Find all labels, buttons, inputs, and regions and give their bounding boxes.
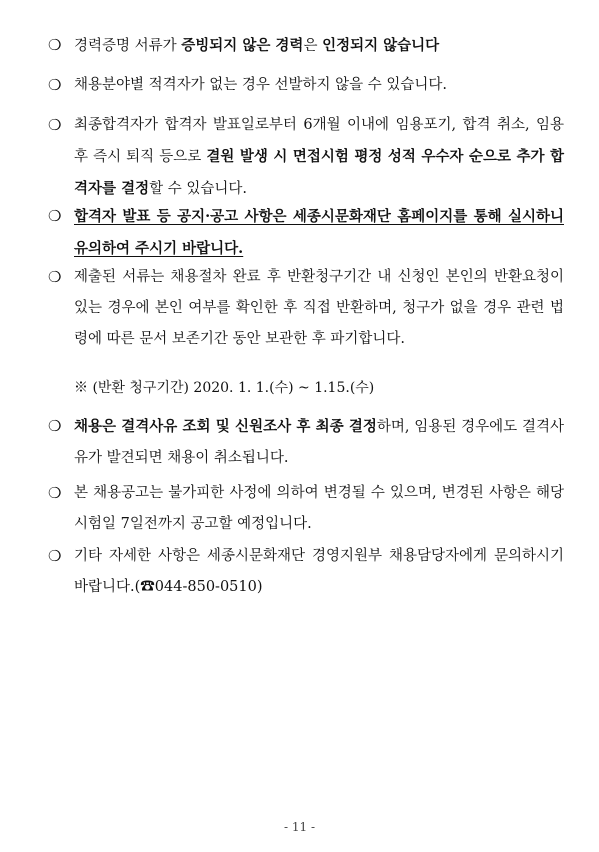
notice-text <box>48 201 564 265</box>
text-segment: 은 <box>303 38 323 54</box>
circle-bullet-icon: ❍ <box>48 36 62 54</box>
text-segment: 인정되지 않습니다 <box>322 37 440 54</box>
notice-text <box>48 478 564 540</box>
notice-item-5 <box>48 262 564 355</box>
text-segment: 증빙되지 않은 경력 <box>181 37 304 54</box>
circle-bullet-icon: ❍ <box>48 207 62 225</box>
text-segment: 하며, 임용된 경우에도 결격사유가 발견되면 채용이 취소됩니다. <box>74 419 564 466</box>
page-number: - 11 - <box>283 820 315 834</box>
notice-text <box>48 411 564 474</box>
notice-item-7 <box>48 478 564 540</box>
return-period-note: ※ (반환 청구기간) 2020. 1. 1.(수) ~ 1.15.(수) <box>74 380 375 396</box>
text-segment: 최종합격자가 합격자 발표일로부터 6개월 이내에 임용포기, 합격 취소, 임용 후 즉시 퇴직 등으로 <box>74 117 564 165</box>
text-segment: 결원 발생 시 면접시험 평정 성적 우수자 순으로 추가 합격자를 결정 <box>74 148 564 197</box>
circle-bullet-icon: ❍ <box>48 76 62 94</box>
notice-item-2 <box>48 70 564 101</box>
circle-bullet-icon: ❍ <box>48 417 62 435</box>
text-segment: 합격자 발표 등 공지·공고 사항은 세종시문화재단 홈페이지를 통해 실시하니 유의하여 주시기 바랍니다. <box>74 208 564 257</box>
text-segment: 기타 자세한 사항은 세종시문화재단 경영지원부 채용담당자에게 문의하시기 바랍니다. <box>74 548 564 595</box>
text-segment: 본 채용공고는 불가피한 사정에 의하여 변경될 수 있으며, 변경된 사항은 해당 시험일 7일전까지 공고할 예정입니다. <box>74 485 564 532</box>
notice-item-1 <box>48 30 564 62</box>
notice-item-3 <box>48 110 564 205</box>
circle-bullet-icon: ❍ <box>48 547 62 565</box>
text-segment: 할 수 있습니다. <box>149 181 247 197</box>
text-segment: (☎044-850-0510) <box>134 579 263 595</box>
notice-text <box>48 110 564 205</box>
text-segment: 제출된 서류는 채용절차 완료 후 반환청구기간 내 신청인 본인의 반환요청이 있는 경우에 본인 여부를 확인한 후 직접 반환하며, 청구가 없을 경우 관련 법령에 따른 문서 보존기간 동안 보관한 후 파기합니다. <box>74 269 564 347</box>
notice-text <box>48 70 564 101</box>
circle-bullet-icon: ❍ <box>48 484 62 502</box>
notice-item-4 <box>48 201 564 265</box>
circle-bullet-icon: ❍ <box>48 268 62 286</box>
notice-item-6 <box>48 411 564 474</box>
circle-bullet-icon: ❍ <box>48 116 62 134</box>
text-segment: 경력증명 서류가 <box>74 38 182 54</box>
text-segment: 채용은 결격사유 조회 및 신원조사 후 최종 결정 <box>74 418 377 435</box>
notice-text <box>48 30 564 62</box>
notice-text <box>48 262 564 355</box>
notice-text <box>48 541 564 603</box>
text-segment: 채용분야별 적격자가 없는 경우 선발하지 않을 수 있습니다. <box>74 77 448 93</box>
notice-item-8 <box>48 541 564 603</box>
